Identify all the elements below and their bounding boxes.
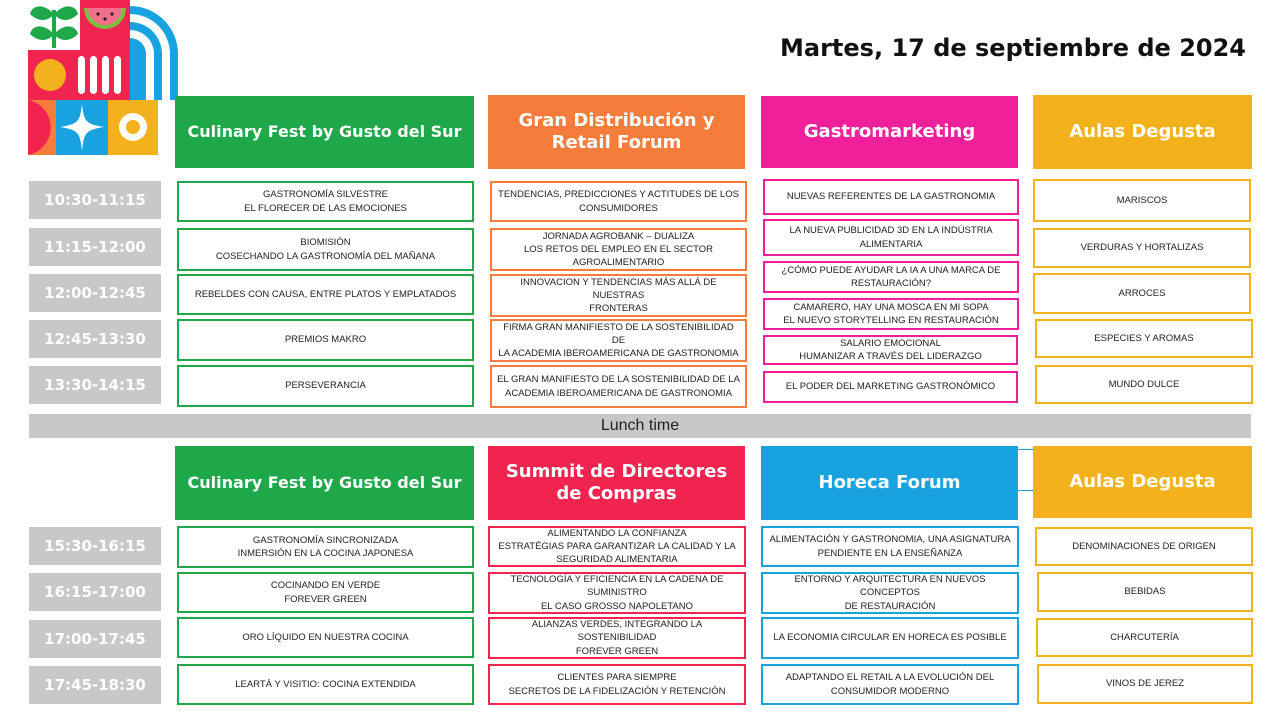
- session-culinary: GASTRONOMÍA SINCRONIZADA INMERSIÓN EN LA COCINA JAPONESA: [177, 526, 474, 568]
- time-slot: 12:45-13:30: [29, 320, 161, 358]
- session-horeca: ALIMENTACIÓN Y GASTRONOMIA, UNA ASIGNATURA PENDIENTE EN LA ENSEÑANZA: [761, 526, 1019, 567]
- flower-icon: [108, 100, 183, 155]
- session-aulas: VERDURAS Y HORTALIZAS: [1033, 228, 1251, 268]
- track-header-culinary-fest: Culinary Fest by Gusto del Sur: [175, 446, 474, 520]
- page-title: Martes, 17 de septiembre de 2024: [780, 34, 1246, 62]
- leaf-icon: [28, 0, 80, 50]
- session-culinary: GASTRONOMÍA SILVESTRE EL FLORECER DE LAS EMOCIONES: [177, 181, 474, 222]
- time-slot: 17:00-17:45: [29, 620, 161, 658]
- session-aulas: ESPECIES Y AROMAS: [1035, 319, 1253, 358]
- session-culinary: PERSEVERANCIA: [177, 365, 474, 407]
- time-slot: 10:30-11:15: [29, 181, 161, 219]
- track-header-horeca-forum: Horeca Forum: [761, 446, 1018, 520]
- time-slot: 15:30-16:15: [29, 527, 161, 565]
- session-horeca: ENTORNO Y ARQUITECTURA EN NUEVOS CONCEPTOS DE RESTAURACIÓN: [761, 572, 1019, 614]
- time-slot: 16:15-17:00: [29, 573, 161, 611]
- session-aulas: MUNDO DULCE: [1035, 365, 1253, 404]
- session-gastromarketing: LA NUEVA PUBLICIDAD 3D EN LA INDÚSTRIA ALIMENTARIA: [763, 219, 1019, 256]
- session-summit: ALIANZAS VERDES, INTEGRANDO LA SOSTENIBILIDAD FOREVER GREEN: [488, 617, 746, 659]
- session-gastromarketing: CAMARERO, HAY UNA MOSCA EN MI SOPA EL NUEVO STORYTELLING EN RESTAURACIÓN: [763, 298, 1019, 330]
- session-gastromarketing: ¿CÓMO PUEDE AYUDAR LA IA A UNA MARCA DE RESTAURACIÓN?: [763, 261, 1019, 293]
- stripes-icon: [73, 50, 130, 100]
- session-summit: CLIENTES PARA SIEMPRE SECRETOS DE LA FIDELIZACIÓN Y RETENCIÓN: [488, 664, 746, 705]
- time-slot: 17:45-18:30: [29, 666, 161, 704]
- track-header-gastromarketing: Gastromarketing: [761, 96, 1018, 168]
- session-gastromarketing: SALARIO EMOCIONAL HUMANIZAR A TRAVÉS DEL LIDERAZGO: [763, 335, 1018, 365]
- time-slot: 13:30-14:15: [29, 366, 161, 404]
- watermelon-icon: [80, 0, 130, 50]
- session-aulas: CHARCUTERÍA: [1036, 618, 1253, 657]
- sun-icon: [28, 50, 73, 100]
- session-culinary: LEARTÁ Y VISITIO: COCINA EXTENDIDA: [177, 664, 474, 705]
- track-header-summit-compras: Summit de Directores de Compras: [488, 446, 745, 520]
- session-culinary: ORO LÍQUIDO EN NUESTRA COCINA: [177, 617, 474, 658]
- session-gastromarketing: NUEVAS REFERENTES DE LA GASTRONOMIA: [763, 179, 1019, 215]
- session-aulas: DENOMINACIONES DE ORIGEN: [1035, 527, 1253, 566]
- lunch-break: Lunch time: [29, 414, 1251, 438]
- session-summit: TECNOLOGÍA Y EFICIENCIA EN LA CADENA DE SUMINISTRO EL CASO GROSSO NAPOLETANO: [488, 572, 746, 614]
- half-circle-icon: [28, 100, 56, 155]
- session-retail: TENDENCIAS, PREDICCIONES Y ACTITUDES DE LOS CONSUMIDORES: [490, 181, 747, 222]
- session-aulas: BEBIDAS: [1037, 572, 1253, 612]
- session-culinary: BIOMISIÓN COSECHANDO LA GASTRONOMÍA DEL MAÑANA: [177, 228, 474, 271]
- session-retail: JORNADA AGROBANK – DUALIZA LOS RETOS DEL EMPLEO EN EL SECTOR AGROALIMENTARIO: [490, 228, 747, 271]
- track-header-culinary-fest: Culinary Fest by Gusto del Sur: [175, 96, 474, 168]
- track-header-aulas-degusta: Aulas Degusta: [1033, 446, 1252, 518]
- session-horeca: LA ECONOMIA CIRCULAR EN HORECA ES POSIBLE: [761, 617, 1019, 659]
- session-horeca: ADAPTANDO EL RETAIL A LA EVOLUCIÓN DEL CONSUMIDOR MODERNO: [761, 664, 1019, 705]
- time-slot: 12:00-12:45: [29, 274, 161, 312]
- track-header-aulas-degusta: Aulas Degusta: [1033, 95, 1252, 169]
- event-logo: [28, 0, 183, 155]
- rainbow-icon: [130, 0, 183, 100]
- session-retail: EL GRAN MANIFIESTO DE LA SOSTENIBILIDAD DE LA ACADEMIA IBEROAMERICANA DE GASTRONOMIA: [490, 365, 747, 408]
- session-culinary: COCINANDO EN VERDE FOREVER GREEN: [177, 572, 474, 613]
- star-icon: [56, 100, 108, 155]
- time-slot: 11:15-12:00: [29, 228, 161, 266]
- session-culinary: PREMIOS MAKRO: [177, 319, 474, 361]
- session-aulas: ARROCES: [1033, 273, 1251, 314]
- track-header-retail-forum: Gran Distribución y Retail Forum: [488, 95, 745, 169]
- session-gastromarketing: EL PODER DEL MARKETING GASTRONÓMICO: [763, 371, 1018, 403]
- session-aulas: VINOS DE JEREZ: [1037, 664, 1253, 704]
- session-retail: FIRMA GRAN MANIFIESTO DE LA SOSTENIBILIDAD DE LA ACADEMIA IBEROAMERICANA DE GASTRONOMIA: [490, 319, 747, 362]
- session-aulas: MARISCOS: [1033, 179, 1251, 222]
- session-summit: ALIMENTANDO LA CONFIANZA ESTRATÉGIAS PARA GARANTIZAR LA CALIDAD Y LA SEGURIDAD ALIMENTARIA: [488, 526, 746, 567]
- session-culinary: REBELDES CON CAUSA, ENTRE PLATOS Y EMPLATADOS: [177, 274, 474, 315]
- session-retail: INNOVACION Y TENDENCIAS MÁS ALLÁ DE NUESTRAS FRONTERAS: [490, 274, 747, 317]
